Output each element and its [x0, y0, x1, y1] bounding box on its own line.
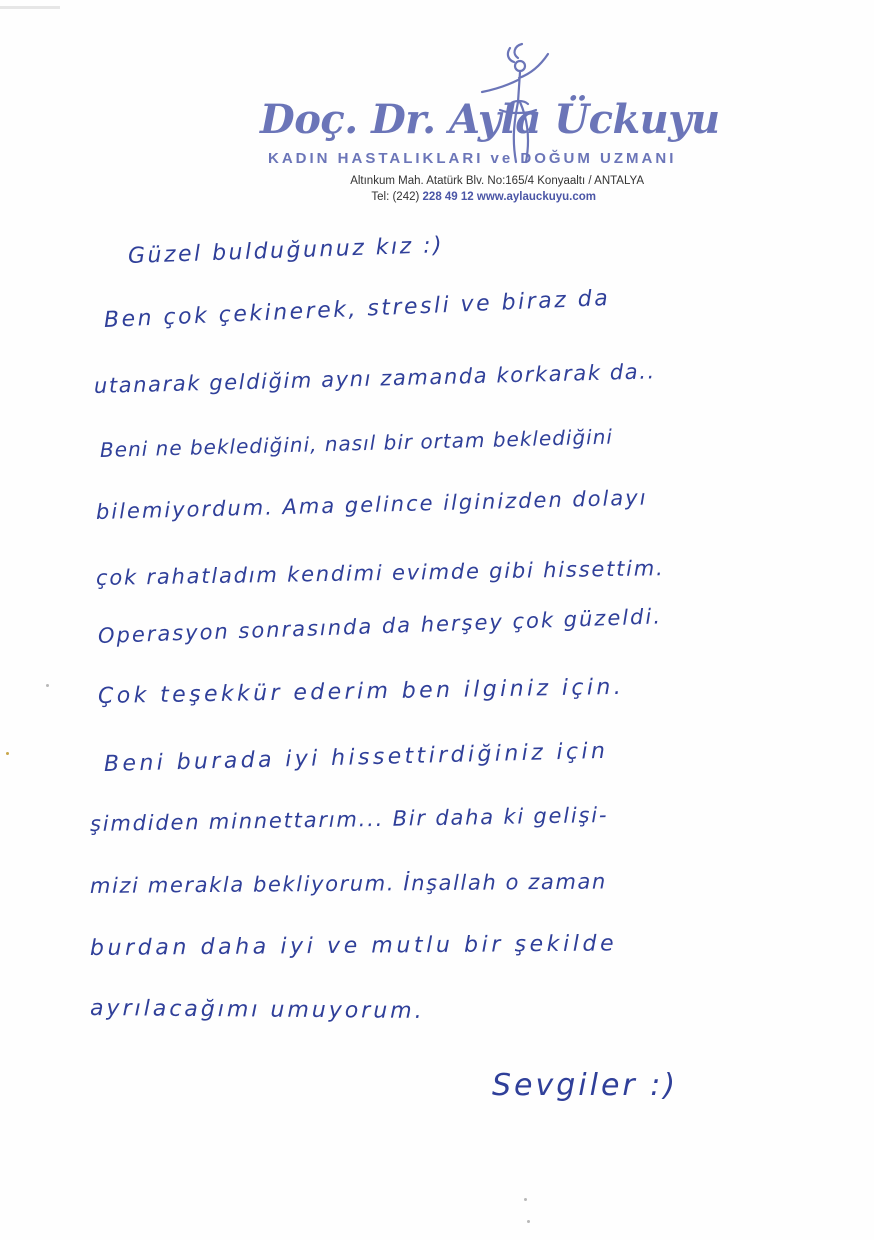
scan-speck	[46, 684, 49, 687]
specialty-title: KADIN HASTALIKLARI ve DOĞUM UZMANI	[268, 150, 677, 167]
phone-prefix: Tel: (242)	[371, 191, 420, 203]
scan-speck	[524, 1198, 527, 1201]
scan-speck	[6, 752, 9, 755]
phone-number: 228 49 12	[422, 191, 474, 203]
signature: Sevgiler :)	[492, 1068, 679, 1103]
letterhead	[0, 40, 874, 220]
letter-line: bilemiyordum. Ama gelince ilginizden dolayı	[95, 485, 648, 524]
letter-line: Çok teşekkür ederim ben ilginiz için.	[97, 674, 625, 709]
website-link: www.aylauckuyu.com	[476, 191, 596, 203]
letter-line: Beni burada iyi hissettirdiğiniz için	[103, 738, 609, 777]
letter-line: çok rahatladım kendimi evimde gibi hissettim.	[95, 556, 665, 590]
scan-speck	[527, 1220, 530, 1223]
letter-line: Güzel bulduğunuz kız :)	[127, 232, 445, 269]
letter-line: Ben çok çekinerek, stresli ve biraz da	[103, 285, 611, 333]
letter-line: Beni ne beklediğini, nasıl bir ortam beklediğini	[99, 424, 614, 462]
letter-line: burdan daha iyi ve mutlu bir şekilde	[89, 931, 618, 961]
letter-line: ayrılacağımı umuyorum.	[89, 996, 425, 1024]
letter-line: Operasyon sonrasında da herşey çok güzeldi.	[97, 604, 663, 648]
doctor-name-logo: Doç. Dr. Ayla Ückuyu	[260, 96, 720, 143]
letter-line: utanarak geldiğim aynı zamanda korkarak da..	[93, 359, 657, 398]
scan-edge-mark	[0, 6, 60, 9]
address-line: Altınkum Mah. Atatürk Blv. No:165/4 Konyaaltı / ANTALYA	[350, 175, 644, 187]
letter-line: mizi merakla bekliyorum. İnşallah o zaman	[89, 869, 607, 898]
letter-line: şimdiden minnettarım... Bir daha ki gelişi-	[89, 802, 609, 836]
contact-line	[240, 191, 596, 203]
